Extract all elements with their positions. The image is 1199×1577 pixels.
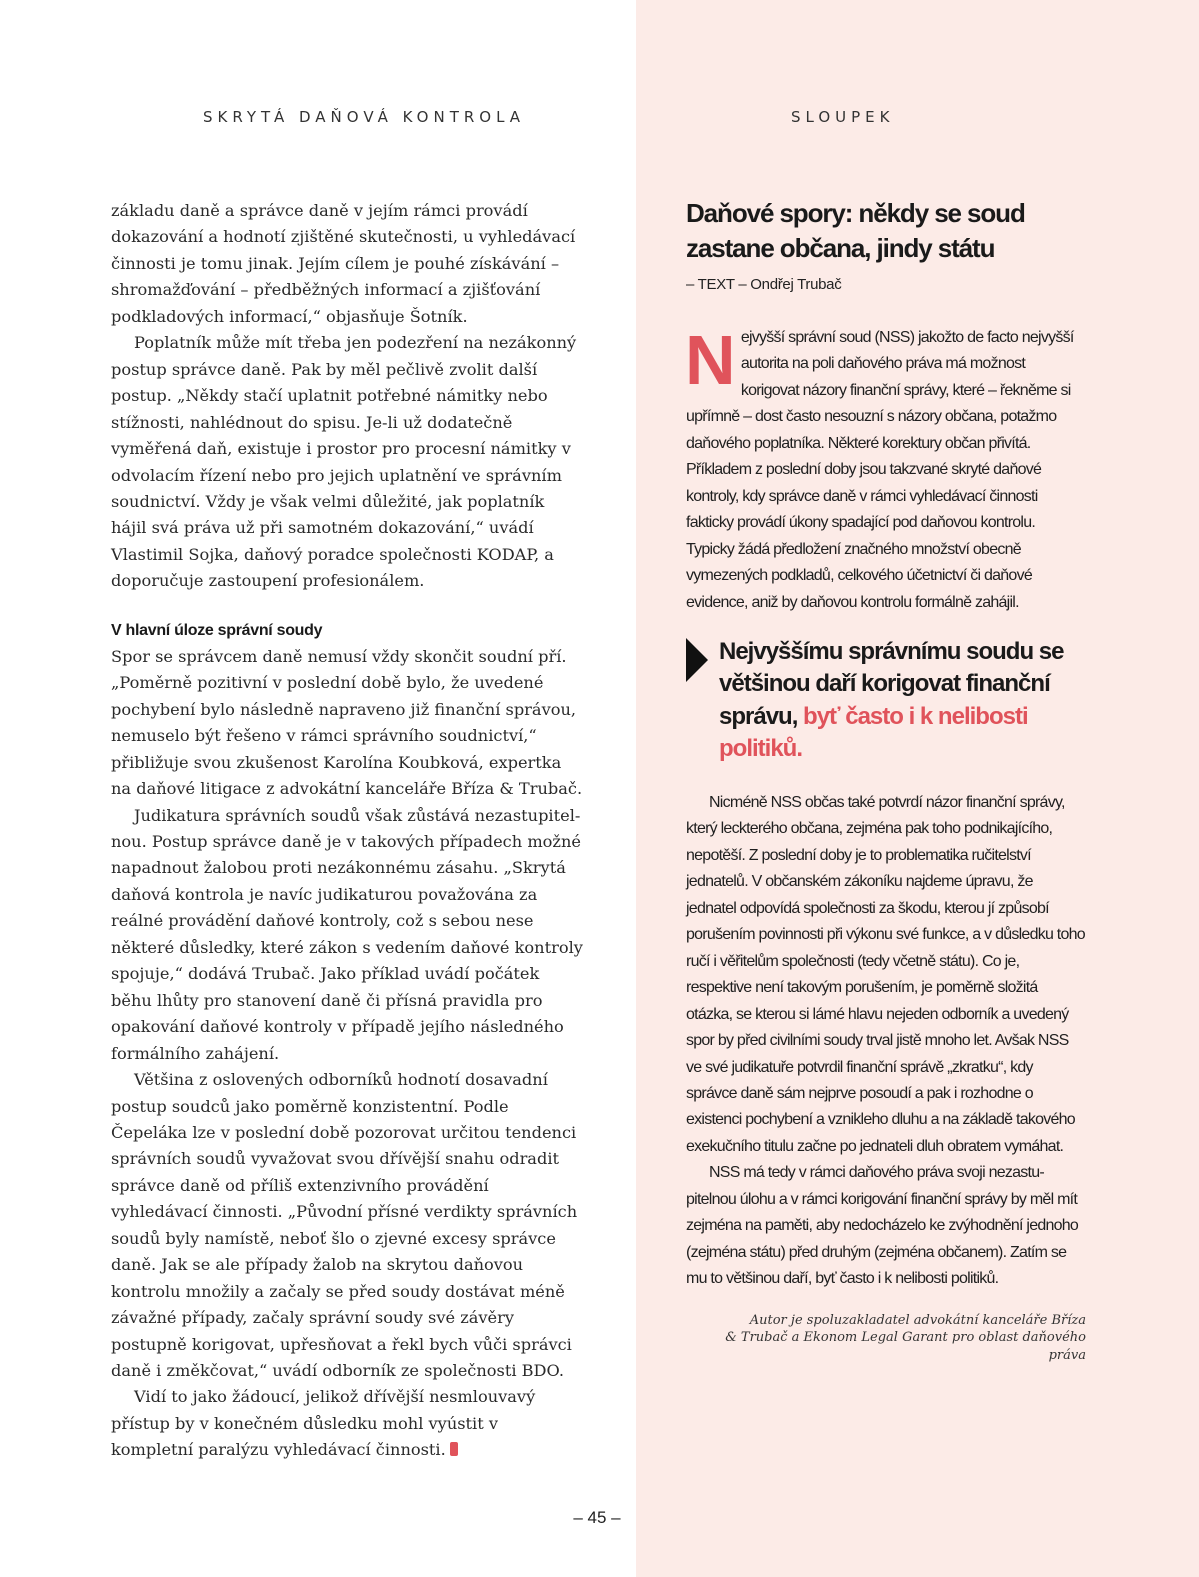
pull-quote-highlight: byť často i k nelibosti politiků.: [719, 702, 1028, 763]
author-note-line-2: & Trubač a Ekonom Legal Garant pro oblast daňového práva: [725, 1330, 1086, 1363]
left-paragraph-2: Poplatník může mít třeba jen podezření na nezákonný postup správce daně. Pak by měl pečlivě zvolit další postup. „Někdy stačí uplatnit potřebné námitky nebo stížnosti, nahlédnout do spisu. Je-li už dodatečně vyměřená daň, existuje i prostor pro procesní námitky v odvolacím řízení nebo pro jejich uplatnění ve správním soudnictví. Vždy je však velmi důležité, jak poplatník hájil svá práva už při samotném dokazování,“ uvádí Vlastimil Sojka, daňový poradce společnosti KODAP, a doporučuje zastoupení profesionálem.: [111, 333, 577, 591]
article-title: Daňové spory: někdy se soud zastane občana, jindy státu: [686, 198, 1025, 263]
right-paragraph-1: [685, 321, 1086, 616]
left-article-column: [111, 198, 583, 1464]
left-paragraph-4: Judikatura správních soudů však zůstává nezastupitelnou. Postup správce daně je v takových případech možné napadnout žalobou proti nezákonnému zásahu. „Skrytá daňová kontrola je navíc judikaturou považována za reálné provádění daňové kontroly, což s sebou nese některé důsledky, které zákon s vedením daňové kontroly spojuje,“ dodává Trubač. Jako příklad uvádí počátek běhu lhůty pro stanovení daně či přísná pravidla pro opakování daňové kontroly v případě jejího následného formálního zahájení.: [111, 805, 583, 1063]
page-number: – 45 –: [573, 1508, 621, 1527]
pull-quote-text: Nejvyššímu správnímu soudu se většinou daří korigovat finanční správu,: [719, 637, 1064, 730]
article-end-icon: [450, 1442, 458, 1456]
left-paragraph-3: Spor se správcem daně nemusí vždy skončit soudní pří. „Poměrně pozitivní v poslední době bylo, že uvedené pochybení bylo následně napraveno již finanční správou, nemuselo být řešeno v rámci správního soudnictví,“ přibližuje svou zkušenost Karolína Koubková, expertka na daňové litigace z advokátní kanceláře Bříza & Trubač.: [111, 646, 583, 799]
drop-cap: N: [685, 321, 735, 399]
right-paragraph-2: Nicméně NSS občas také potvrdí názor finanční správy, který leckterého občana, zejména pak toho podnikajícího, nepotěší. Z poslední doby je to problematika ručitelství jednatelů. V občanském zákoníku najdeme úpravu, že jednatel odpovídá společnosti za škodu, kterou jí způsobí porušením povinnosti při výkonu své funkce, a v důsledku toho ručí i věřitelům společnosti (tedy včetně státu). Co je, respektive není takovým porušením, je poměrně složitá otázka, se kterou si lámé hlavu nejeden odborník a uvedený spor by před civilními soudy trval jistě mnoho let. Avšak NSS ve své judikatuře potvrdil finanční správě „zkratku“, kdy správce daně sám nejprve posoudí a pak i rozhodne o existenci pochybení a vznikleho dluhu a na základě takového exekučního titulu začne po jednateli dluh obratem vymáhat.: [686, 793, 1085, 1155]
left-subheading: V hlavní úloze správní soudy: [111, 621, 323, 639]
left-paragraph-6-text: Vidí to jako žádoucí, jelikož dřívější nesmlouvavý přístup by v konečném důsledku mohl vyústit v kompletní paralýzu vyhledávací činnosti.: [111, 1387, 536, 1460]
pull-quote: [686, 636, 1086, 766]
author-note-line-1: Autor je spoluzakladatel advokátní kanceláře Bříza: [749, 1312, 1086, 1328]
section-label-left: SKRYTÁ DAŇOVÁ KONTROLA: [203, 108, 526, 126]
section-label-right: SLOUPEK: [791, 108, 895, 126]
author-note: [686, 1312, 1086, 1365]
left-paragraph-1: základu daně a správce daně v jejím rámci provádí dokazování a hodnotí zjištěné skutečnosti, u vyhledávací činnosti je tomu jinak. Jejím cílem je pouhé získávání – shromažďování – předběžných informací a zjišťování podkladových informací,“ objasňuje Šotník.: [111, 201, 576, 326]
left-paragraph-5: Většina z oslovených odborníků hodnotí dosavadní postup soudců jako poměrně konzistentní. Podle Čepeláka lze v poslední době pozorovat určitou tendenci správních soudů vyvažovat svou dřívější snahu odradit správce daně od příliš extenzivního provádění vyhledávací činnosti. „Původní přísné verdikty správních soudů byly namístě, neboť šlo o zjevné excesy správce daně. Jak se ale případy žalob na skrytou daňovou kontrolu množily a začaly se před soudy dostávat méně závažné případy, začaly správní soudy své závěry postupně korigovat, upřesňovat a řekl bych vůči správci daně i změkčovat,“ uvádí odborník ze společnosti BDO.: [111, 1070, 578, 1381]
left-paragraph-6: [111, 1384, 583, 1463]
column-body: [685, 321, 1086, 1293]
triangle-play-icon: [686, 638, 708, 682]
right-paragraph-3: NSS má tedy v rámci daňového práva svoji nezastupitelnou úlohu a v rámci korigování finanční správy by měl mít zejména na paměti, aby nedocházelo ke zvýhodnění jednoho (zejména státu) před druhým (zejména občanem). Zatím se mu to většinou daří, byť často i k nelibosti politiků.: [686, 1164, 1079, 1288]
byline: – TEXT – Ondřej Trubač: [686, 276, 842, 293]
right-paragraph-1-text: ejvyšší správní soud (NSS) jakožto de facto nejvyšší autorita na poli daňového práva má možnost korigovat názory finanční správy, které – řekněme si upřímně – dost často nesouzní s názory občana, potažmo daňového poplatníka. Některé korektury občan přivítá. Příkladem z poslední doby jsou takzvané skryté daňové kontroly, kdy správce daně v rámci vyhledávací činnosti fakticky provádí úkony spadající pod daňovou kontrolu. Typicky žádá předložení značného množství obecně vymezených podkladů, celkového účetnictví či daňové evidence, aniž by daňovou kontrolu formálně zahájil.: [686, 329, 1074, 611]
column-article: [686, 196, 1086, 1364]
